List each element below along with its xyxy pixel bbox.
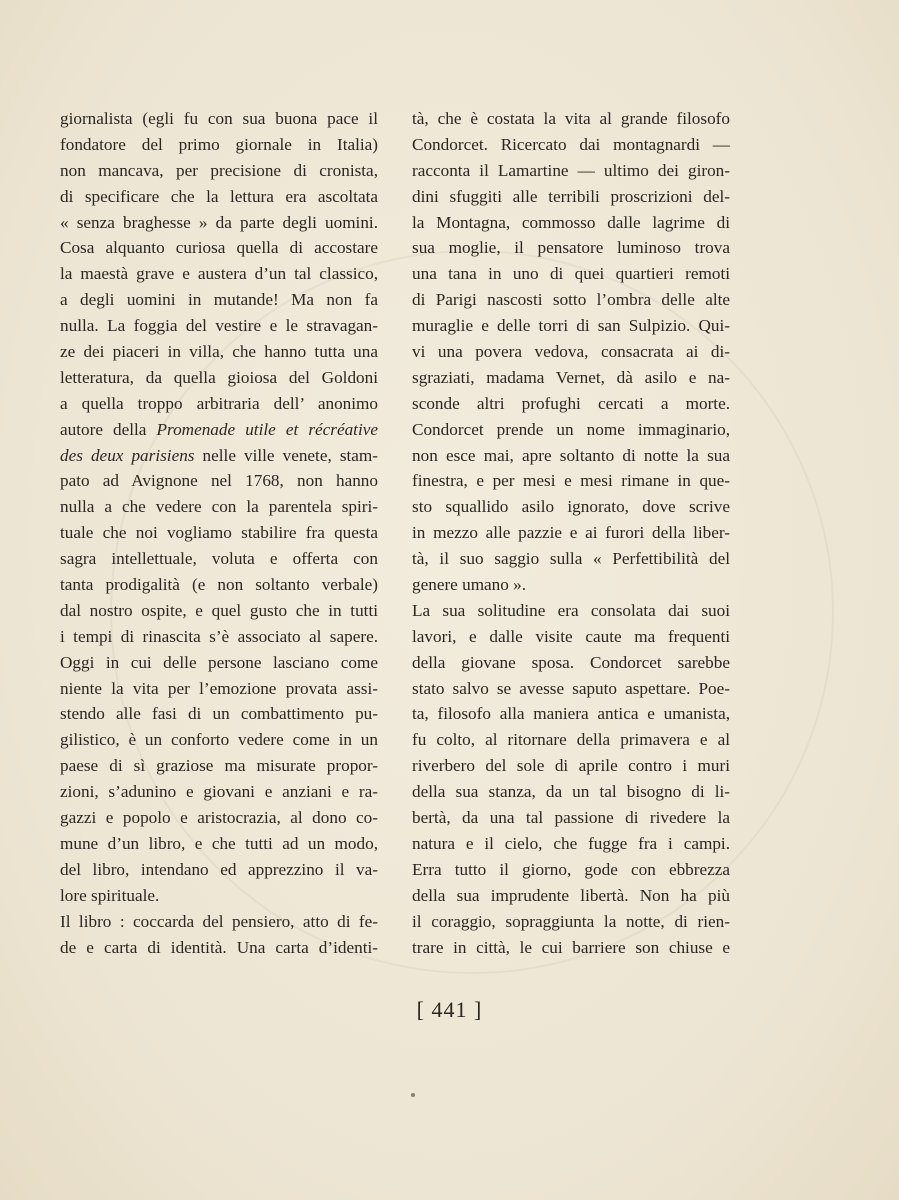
text-line: stendo alle fasi di un combattimento pu- [60,704,378,724]
left-text-column [60,106,378,960]
text-line: Cosa alquanto curiosa quella di accostare [60,238,378,258]
text-line: Condorcet. Ricercato dai montagnardi — [412,134,730,154]
text-line: fondatore del primo giornale in Italia) [60,134,378,154]
text-line: bertà, da una tal passione di rivedere la [412,808,730,828]
text-line: della sua stanza, da un tal bisogno di li- [412,782,730,802]
text-line: pato ad Avignone nel 1768, non hanno [60,471,378,491]
text-line: Erra tutto il giorno, gode con ebbrezza [412,859,730,879]
text-line: Il libro : coccarda del pensiero, atto di fe- [60,911,378,931]
page-number: [ 441 ] [416,997,483,1022]
text-line: i tempi di rinascita s’è associato al sapere. [60,626,378,646]
text-line: il coraggio, sopraggiunta la notte, di rien- [412,911,730,931]
text-line: sua moglie, il pensatore luminoso trova [412,238,730,258]
text-line: vi una povera vedova, consacrata ai di- [412,342,730,362]
text-line: natura e il cielo, che fugge fra i campi. [412,833,730,853]
text-line: tà, il suo saggio sulla « Perfettibilità del [412,549,730,569]
text-line: della sua imprudente libertà. Non ha più [412,885,730,905]
paper-speck [411,1093,415,1097]
text-line: nulla. La foggia del vestire e le stravagan- [60,316,378,336]
text-line: in mezzo alle pazzie e ai furori della liber- [412,523,730,543]
text-line [60,443,378,469]
text-line: zioni, s’adunino e giovani e anziani e ra- [60,782,378,802]
text-line: stato salvo se avesse saputo aspettare. Poe- [412,678,730,698]
text-line: gilistico, è un conforto vedere come in un [60,730,378,750]
text-line: La sua solitudine era consolata dai suoi [412,600,730,620]
text-line: de e carta di identità. Una carta d’identi- [60,937,378,957]
text-line: tuale che noi vogliamo stabilire fra questa [60,523,378,543]
text-line: ta, filosofo alla maniera antica e umanista, [412,704,730,724]
italic-book-title: Promenade utile et récréative [156,419,378,439]
text-line: nulla a che vedere con la parentela spiri- [60,497,378,517]
text-line: a quella troppo arbitraria dell’ anonimo [60,393,378,413]
text-line: lore spirituale. [60,885,160,905]
text-line: trare in città, le cui barriere son chiuse e [412,937,730,957]
text-line: non mancava, per precisione di cronista, [60,160,378,180]
text-line: sconde altri profughi cercati a morte. [412,393,730,413]
text-line: mune d’un libro, e che tutti ad un modo, [60,833,378,853]
text-line: racconta il Lamartine — ultimo dei giron- [412,160,730,180]
text-line: niente la vita per l’emozione provata assi- [60,678,378,698]
text-line: tà, che è costata la vita al grande filosofo [412,109,730,128]
text-line: letteratura, da quella gioiosa del Goldoni [60,367,378,387]
text-line: la maestà grave e austera d’un tal classico, [60,264,378,284]
text-line: di Parigi nascosti sotto l’ombra delle alte [412,290,730,310]
text-line: della giovane sposa. Condorcet sarebbe [412,652,730,672]
text-line: dini sfuggiti alle terribili proscrizioni del- [412,186,730,206]
text-line [60,417,378,443]
italic-book-title-continued: des deux parisiens [60,445,195,465]
text-line: sgraziati, madama Vernet, dà asilo e na- [412,367,730,387]
text-line: del libro, intendano ed apprezzino il va- [60,859,378,879]
text-line: muraglie e delle torri di san Sulpizio. Qui- [412,316,730,336]
text-line: lavori, e dalle visite caute ma frequenti [412,626,730,646]
text-line: gazzi e popolo e aristocrazia, al dono co- [60,808,378,828]
text-line: « senza braghesse » da parte degli uomini. [60,212,378,232]
text-line: Condorcet prende un nome immaginario, [412,419,730,439]
text-line: paese di sì graziose ma misurate propor- [60,756,378,776]
text-line: non esce mai, apre soltanto di notte la sua [412,445,730,465]
text-line: sto squallido asilo ignorato, dove scrive [412,497,730,517]
text-line: Oggi in cui delle persone lasciano come [60,652,378,672]
text-line: a degli uomini in mutande! Ma non fa [60,290,378,310]
text-fragment: nelle ville venete, stam- [194,445,378,465]
text-line: sagra intellettuale, voluta e offerta con [60,549,378,569]
text-line: di specificare che la lettura era ascoltata [60,186,378,206]
text-line: la Montagna, commosso dalle lagrime di [412,212,730,232]
text-line: fu colto, al ritornare della primavera e al [412,730,730,750]
text-line: genere umano ». [412,575,527,595]
text-line: giornalista (egli fu con sua buona pace il [60,109,378,128]
text-line: ze dei piaceri in villa, che hanno tutta una [60,342,378,362]
text-fragment: autore della [60,419,157,439]
right-text-column [412,106,730,960]
text-line: tanta prodigalità (e non soltanto verbale) [60,575,378,595]
text-line: una tana in uno di quei quartieri remoti [412,264,730,284]
text-line: dal nostro ospite, e quel gusto che in tutti [60,600,378,620]
text-line: finestra, e per mesi e mesi rimane in que- [412,471,730,491]
text-line: riverbero del sole di aprile contro i muri [412,756,730,776]
